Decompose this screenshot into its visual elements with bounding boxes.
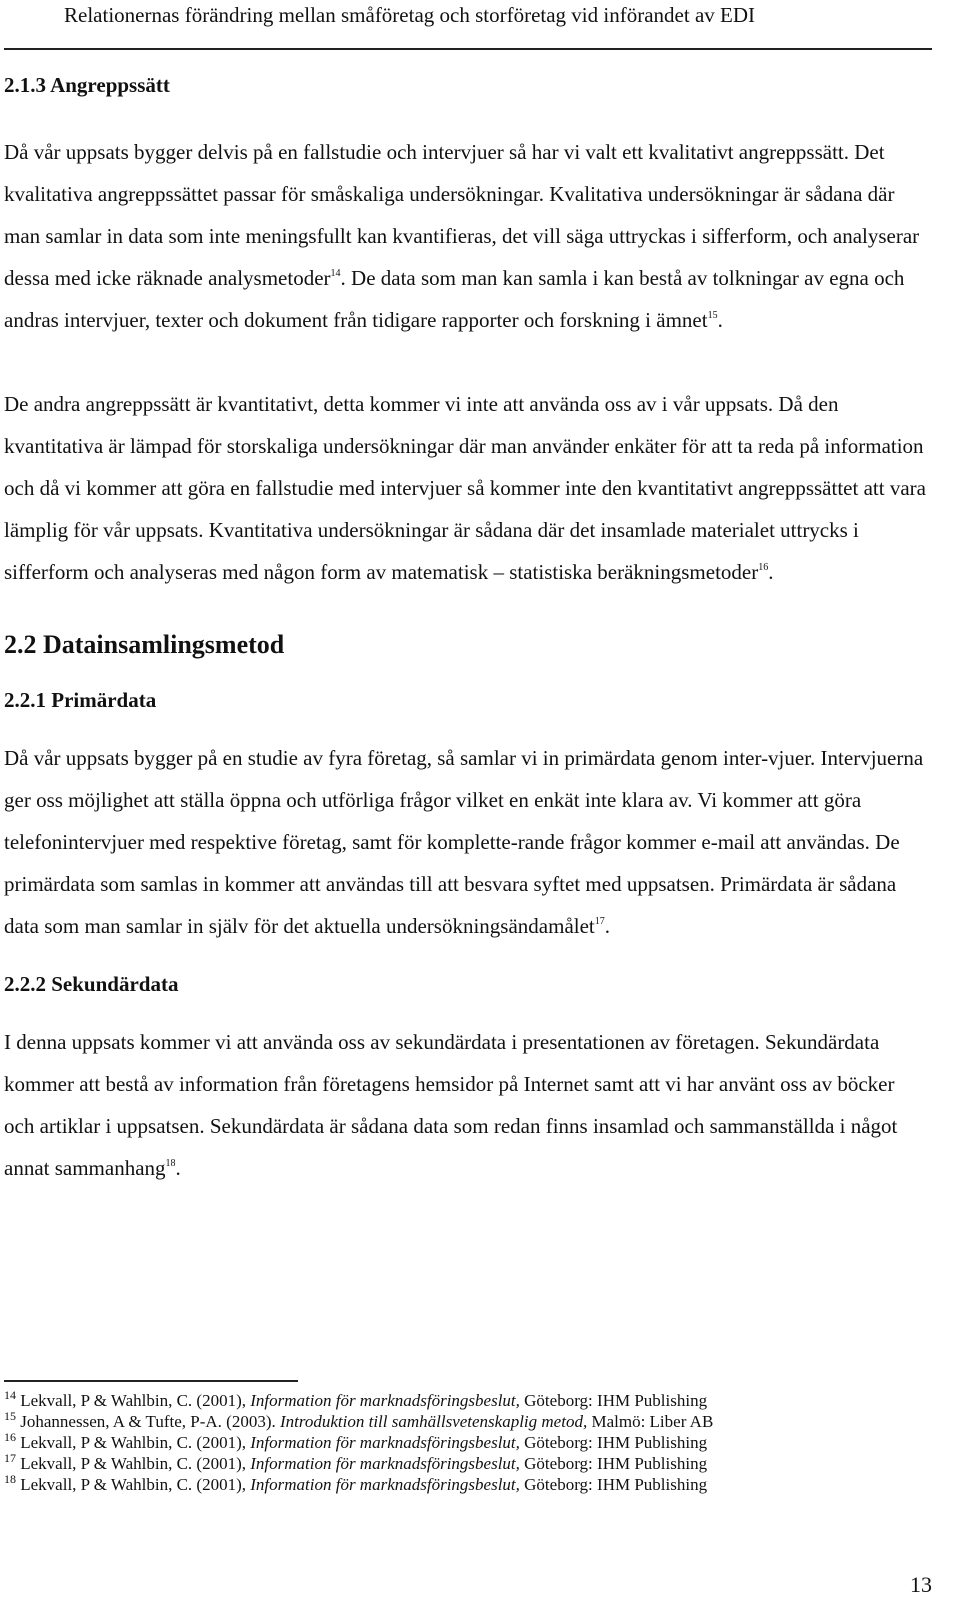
heading-2-1-3: 2.1.3 Angreppssätt xyxy=(4,73,170,97)
heading-2-2-1: 2.2.1 Primärdata xyxy=(4,688,157,712)
footnote-title: Information för marknadsföringsbeslut, xyxy=(250,1475,520,1494)
paragraph-text: . xyxy=(717,308,723,332)
footnote-number: 17 xyxy=(4,1451,16,1465)
paragraph-text: . xyxy=(604,914,610,938)
paragraph-text: De andra angreppssätt är kvantitativt, detta kommer vi inte att använda oss av i vår uppsats. Då den kvantitativa är lämpad för storskaliga undersökningar där man använder enkäter för att ta reda på information och då vi kommer att göra en fallstudie med intervjuer så kommer inte den kvantitativt angreppssättet att vara lämplig för vår uppsats. Kvantitativa undersökningar är sådana där det insamlade materialet uttrycks i sifferform och analyseras med någon form av matematisk – statistiska beräkningsmetoder xyxy=(4,392,926,584)
footnote-number: 18 xyxy=(4,1472,16,1486)
footnote-publisher: Malmö: Liber AB xyxy=(587,1412,714,1431)
footnote-authors: Lekvall, P & Wahlbin, C. (2001), xyxy=(20,1475,251,1494)
paragraph-text: I denna uppsats kommer vi att använda oss av sekundärdata i presentationen av företagen. Sekundärdata kommer att bestå av information från företagens hemsidor på Internet samt att vi har använt oss av böcker och artiklar i uppsatsen. Sekundärdata är sådana data som redan finns insamlad och sammanställda i något annat sammanhang xyxy=(4,1030,898,1180)
paragraph-angreppssatt-2 xyxy=(4,383,929,593)
page-body xyxy=(4,66,929,1189)
paragraph-text: Då vår uppsats bygger på en studie av fyra företag, så samlar vi in primärdata genom inter-vjuer. Intervjuerna ger oss möjlighet att ställa öppna och utförliga frågor vilket en enkät inte klara av. Vi kommer att göra telefonintervjuer med respektive företag, samt för komplette-rande frågor kommer e-mail att användas. De primärdata som samlas in kommer att användas till att besvara syftet med uppsatsen. Primärdata är sådana data som man samlar in själv för det aktuella undersökningsändamålet xyxy=(4,746,924,938)
paragraph-primardata xyxy=(4,737,929,947)
footnote-ref-16: 16 xyxy=(758,562,769,573)
running-header: Relationernas förändring mellan småföretag och storföretag vid införandet av EDI xyxy=(64,3,756,27)
footnote-authors: Lekvall, P & Wahlbin, C. (2001), xyxy=(20,1454,251,1473)
footnote-title: Information för marknadsföringsbeslut, xyxy=(250,1454,520,1473)
footnote-separator xyxy=(4,1380,298,1382)
heading-2-2-2: 2.2.2 Sekundärdata xyxy=(4,972,179,996)
paragraph-text: . De data som man kan samla i kan bestå av tolkningar av egna och andras intervjuer, texter och dokument från tidigare rapporter och forskning i ämnet xyxy=(4,266,905,332)
footnote-publisher: Göteborg: IHM Publishing xyxy=(519,1454,708,1473)
paragraph-text: . xyxy=(175,1156,181,1180)
footnote-number: 15 xyxy=(4,1409,16,1423)
footnote-18 xyxy=(4,1474,929,1495)
paragraph-angreppssatt-1 xyxy=(4,131,929,341)
footnote-publisher: Göteborg: IHM Publishing xyxy=(519,1433,708,1452)
footnote-authors: Lekvall, P & Wahlbin, C. (2001), xyxy=(20,1433,251,1452)
header-rule xyxy=(4,48,932,50)
paragraph-sekundardata xyxy=(4,1021,929,1189)
footnote-ref-17: 17 xyxy=(594,916,605,927)
page-number: 13 xyxy=(910,1572,932,1597)
footnotes xyxy=(4,1390,929,1495)
footnote-title: Information för marknadsföringsbeslut, xyxy=(250,1433,520,1452)
paragraph-text: Då vår uppsats bygger delvis på en fallstudie och intervjuer så har vi valt ett kvalitativt angreppssätt. Det kvalitativa angreppssättet passar för småskaliga undersökningar. Kvalitativa undersökningar är sådana där man samlar in data som inte meningsfullt kan kvantifieras, det vill säga uttryckas i sifferform, och analyserar dessa med icke räknade analysmetoder xyxy=(4,140,920,290)
paragraph-text: . xyxy=(768,560,774,584)
footnote-ref-18: 18 xyxy=(165,1158,176,1169)
footnote-15 xyxy=(4,1411,929,1432)
footnote-title: Introduktion till samhällsvetenskaplig metod, xyxy=(279,1412,588,1431)
footnote-ref-14: 14 xyxy=(330,268,341,279)
footnote-ref-15: 15 xyxy=(707,310,718,321)
heading-2-2: 2.2 Datainsamlingsmetod xyxy=(4,630,285,659)
footnote-16 xyxy=(4,1432,929,1453)
footnote-authors: Johannessen, A & Tufte, P-A. (2003). xyxy=(20,1412,280,1431)
footnote-number: 16 xyxy=(4,1430,16,1444)
footnote-number: 14 xyxy=(4,1388,16,1402)
footnote-title: Information för marknadsföringsbeslut, xyxy=(250,1391,520,1410)
footnote-authors: Lekvall, P & Wahlbin, C. (2001), xyxy=(20,1391,251,1410)
footnote-17 xyxy=(4,1453,929,1474)
footnote-publisher: Göteborg: IHM Publishing xyxy=(519,1391,708,1410)
footnote-14 xyxy=(4,1390,929,1411)
footnote-publisher: Göteborg: IHM Publishing xyxy=(519,1475,708,1494)
